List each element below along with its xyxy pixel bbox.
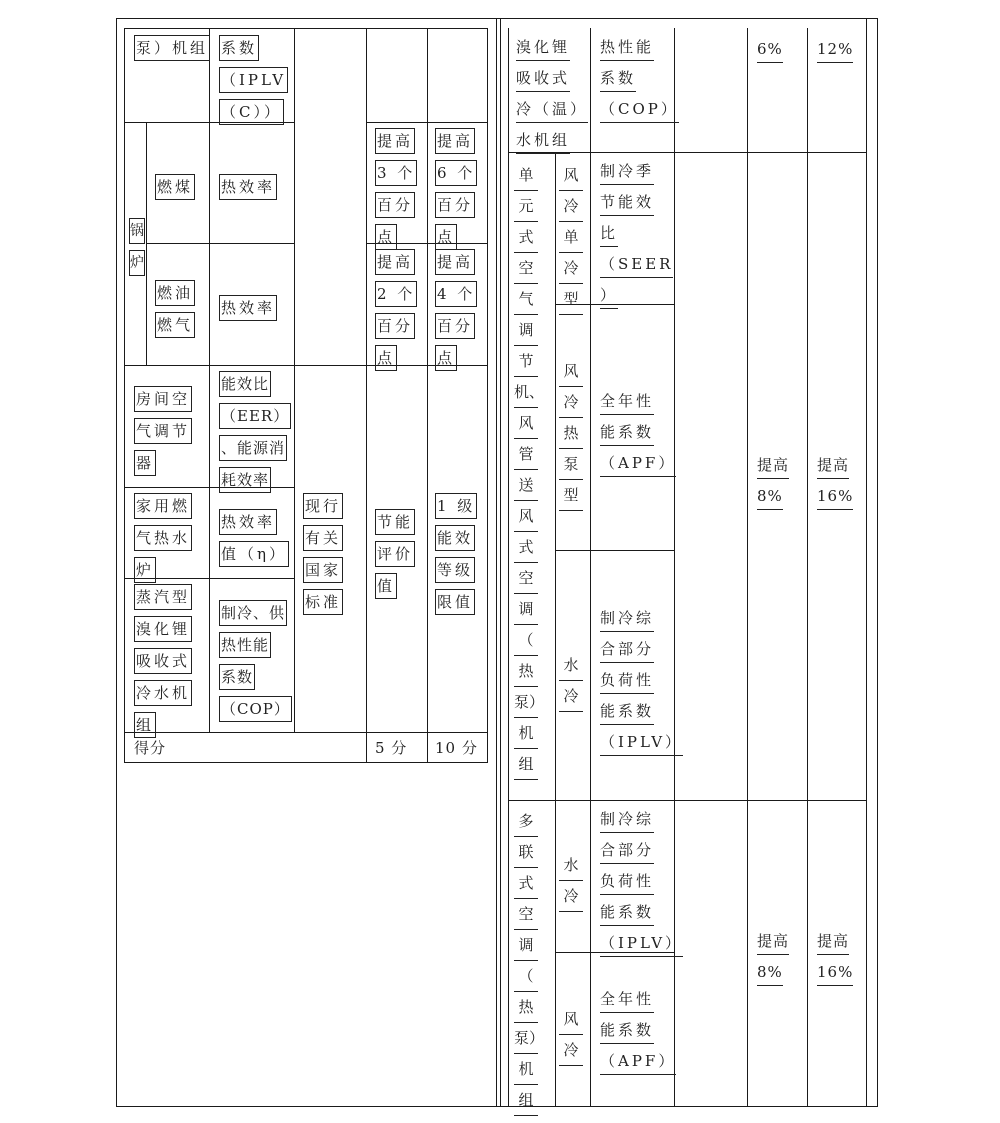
seer-metric: 制冷季 节能效 比 （SEER ） [600,156,673,311]
multi-air-cooled: 风 冷 [559,1004,583,1066]
room-ac-metric: 能效比 （EER） 、能源消 耗效率 [219,368,291,496]
libr-value-1: 6% [757,34,783,65]
steam-chiller-label: 蒸汽型 溴化锂 吸收式 冷水机 组 [134,581,192,741]
standard-label: 现行 有关 国家 标准 [303,490,343,618]
gas-heater-label: 家用燃 气热水 炉 [134,490,192,586]
multi-iplv-metric: 制冷综 合部分 负荷性 能系数 （IPLV） [600,804,683,959]
libr-chiller-metric: 热性能 系数 （COP） [600,32,679,125]
multi-value-2: 提高 16% [817,926,853,988]
air-cooled-cooling-only: 风 冷 单 冷 型 [559,160,583,315]
coal-metric: 热效率 [219,171,277,203]
apf-metric: 全年性 能系数 （APF） [600,386,676,479]
gas-heater-metric: 热效率 值（η） [219,506,289,570]
multi-value-1: 提高 8% [757,926,789,988]
libr-chiller-label: 溴化锂 吸收式 冷（温） 水机组 [516,32,588,156]
air-cooled-heat-pump: 风 冷 热 泵 型 [559,356,583,511]
grade-limit-header: 1 级 能效 等级 限值 [435,490,477,618]
oil-gas-label: 燃油 燃气 [155,277,195,341]
multi-water-cooled: 水 冷 [559,850,583,912]
multi-split-label: 多 联 式 空 调 （ 热 泵） 机 组 [514,806,538,1116]
eval-value-header: 节能 评价 值 [375,506,415,602]
row-tail-metric: 系数 （IPLV （C）） [219,32,288,128]
steam-chiller-metric: 制冷、供 热性能 系数 （COP） [219,597,292,725]
coal-label: 燃煤 [155,171,195,203]
unit-value-2: 提高 16% [817,450,853,512]
multi-apf-metric: 全年性 能系数 （APF） [600,984,676,1077]
unit-ac-label: 单 元 式 空 气 调 节 机、 风 管 送 风 式 空 调 （ 热 泵） 机 组 [514,160,538,780]
libr-value-2: 12% [817,34,853,65]
coal-value-1: 提高 3 个 百分 点 [375,125,417,253]
score-10: 10 分 [435,739,478,757]
oil-gas-metric: 热效率 [219,292,277,324]
score-label: 得分 [134,739,167,757]
room-ac-label: 房间空 气调节 器 [134,383,192,479]
score-5: 5 分 [375,739,408,757]
row-tail-label: 泵）机组 [134,32,210,64]
water-cooled: 水 冷 [559,650,583,712]
oil-value-1: 提高 2 个 百分 点 [375,246,417,374]
oil-value-2: 提高 4 个 百分 点 [435,246,477,374]
unit-value-1: 提高 8% [757,450,789,512]
iplv-metric: 制冷综 合部分 负荷性 能系数 （IPLV） [600,603,683,758]
coal-value-2: 提高 6 个 百分 点 [435,125,477,253]
boiler-group-label: 锅 炉 [129,215,145,279]
